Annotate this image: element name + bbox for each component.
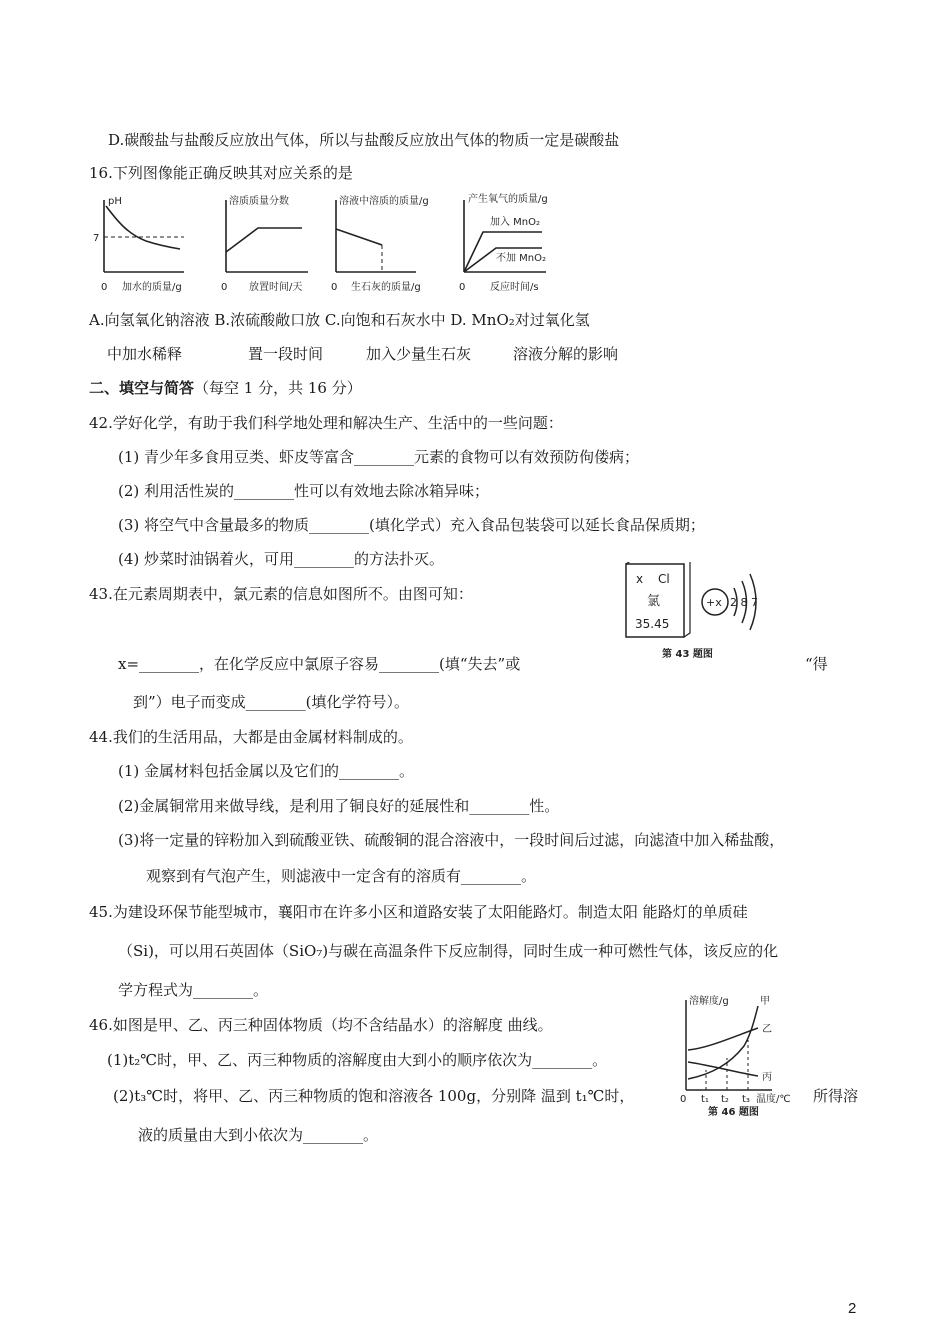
label-yi: 乙 <box>762 1024 772 1035</box>
graph-a-axes <box>104 200 184 272</box>
graph-a-ylabel: pH <box>108 196 122 207</box>
t2-label: t₂ <box>721 1094 729 1105</box>
q43-line3: 到”）电子而变成________(填化学符号）。 <box>133 693 410 711</box>
temperature-xlabel: 温度/℃ <box>756 1094 791 1105</box>
q42-item-1: (1) 青少年多食用豆类、虾皮等富含________元素的食物可以有效预防佝偻病； <box>118 448 640 466</box>
solubility-ylabel: 溶解度/g <box>689 996 729 1007</box>
q44-item-2: (2)金属铜常用来做导线，是利用了铜良好的延展性和________性。 <box>118 797 560 815</box>
graph-b-ylabel: 溶质质量分数 <box>229 196 289 207</box>
graph-a-origin: 0 <box>101 282 108 293</box>
element-name: 氯 <box>647 594 661 609</box>
q43-figure-svg <box>618 562 778 662</box>
q16-stem: 16.下列图像能正确反映其对应关系的是 <box>89 164 353 182</box>
shell-numbers: 2 8 7 <box>730 596 758 609</box>
q16-option-b-cont: 置一段时间 <box>248 345 324 363</box>
section-title: 二、填空与简答 <box>89 379 195 397</box>
q44-stem: 44.我们的生活用品，大都是由金属材料制成的。 <box>89 728 413 746</box>
graph-d-xlabel: 反应时间/s <box>490 282 539 293</box>
q46-figure-svg <box>674 994 804 1116</box>
graph-c-axes <box>336 200 416 272</box>
graph-a-curve <box>106 206 180 249</box>
q46-figure <box>674 994 804 1116</box>
q46-item-1: (1)t₂℃时，甲、乙、丙三种物质的溶解度由大到小的顺序依次为________。 <box>107 1051 608 1069</box>
temp-guides <box>706 1040 748 1090</box>
q16-graphs <box>88 192 558 297</box>
q43-figure <box>618 562 778 662</box>
q44-item-1: (1) 金属材料包括金属以及它们的________。 <box>118 762 415 780</box>
q45-line1: 45.为建设环保节能型城市，襄阳市在许多小区和道路安装了太阳能路灯。制造太阳 能路灯的单质硅 <box>89 903 748 921</box>
q46-item-2: (2)t₃℃时，将甲、乙、丙三种物质的饱和溶液各 100g，分别降 温到 t₁℃时， <box>113 1087 635 1105</box>
q42-stem: 42.学好化学，有助于我们科学地处理和解决生产、生活中的一些问题： <box>89 414 563 432</box>
q43-stem: 43.在元素周期表中，氯元素的信息如图所不。由图可知： <box>89 585 473 603</box>
graph-d-label-bot: 不加 MnO₂ <box>496 253 547 264</box>
element-mass: 35.45 <box>635 617 670 631</box>
q46-caption: 第 46 题图 <box>708 1107 759 1116</box>
q45-line2: （Si)，可以用石英固体（SiO₇)与碳在高温条件下反应制得，同时生成一种可燃性气体，该反应的化 <box>118 942 779 960</box>
q42-item-4: (4) 炒菜时油锅着火，可用________的方法扑灭。 <box>118 550 445 568</box>
q16-option-c-cont: 加入少量生石灰 <box>366 345 472 363</box>
origin-label: 0 <box>680 1094 687 1105</box>
nucleus-label: +x <box>706 596 722 609</box>
curve-jia <box>688 1006 758 1079</box>
page-number: 2 <box>848 1300 857 1317</box>
graph-c-origin: 0 <box>331 282 338 293</box>
q43-line2-right: “得 <box>805 655 828 673</box>
q45-line3: 学方程式为________。 <box>118 981 269 999</box>
q42-item-3: (3) 将空气中含量最多的物质________(填化学式）充入食品包装袋可以延长食品保质期； <box>118 516 705 534</box>
graph-b-origin: 0 <box>221 282 228 293</box>
t3-label: t₃ <box>742 1094 750 1105</box>
q16-options-line1: A.向氢氧化钠溶液 B.浓硫酸敞口放 C.向饱和石灰水中 D. MnO₂对过氧化氢 <box>89 311 590 329</box>
graph-c-xlabel: 生石灰的质量/g <box>351 282 421 293</box>
q16-option-a-cont: 中加水稀释 <box>107 345 183 363</box>
graph-d-origin: 0 <box>459 282 466 293</box>
graph-b-xlabel: 放置时间/天 <box>249 282 303 293</box>
graph-d-label-top: 加入 MnO₂ <box>490 217 541 228</box>
q43-caption: 第 43 题图 <box>662 649 713 660</box>
graph-c-ylabel: 溶液中溶质的质量/g <box>339 196 429 207</box>
section-heading <box>89 378 362 398</box>
label-jia: 甲 <box>760 996 770 1007</box>
section-note: （每空 1 分，共 16 分） <box>194 379 362 397</box>
q43-line2: x=________，在化学反应中氯原子容易________(填“失去”或 <box>118 655 521 673</box>
q46-stem: 46.如图是甲、乙、丙三种固体物质（均不含结晶水）的溶解度 曲线。 <box>89 1016 553 1034</box>
graph-d-with-mno2 <box>464 232 542 272</box>
q16-option-d-cont: 溶液分解的影响 <box>513 345 619 363</box>
q15-option-d: D.碳酸盐与盐酸反应放出气体，所以与盐酸反应放出气体的物质一定是碳酸盐 <box>108 131 620 149</box>
label-bing: 丙 <box>762 1072 772 1083</box>
q16-graphs-svg <box>88 192 558 297</box>
q44-item-3: (3)将一定量的锌粉加入到硫酸亚铁、硫酸铜的混合溶液中，一段时间后过滤，向滤渣中加入稀盐酸， <box>118 831 785 849</box>
graph-a-seven: 7 <box>93 233 100 244</box>
q42-item-2: (2) 利用活性炭的________性可以有效地去除冰箱异味； <box>118 482 490 500</box>
graph-b-line <box>226 228 302 252</box>
q46-item-2-right: 所得溶 <box>813 1087 859 1105</box>
graph-b-axes <box>226 200 308 272</box>
graph-a-xlabel: 加水的质量/g <box>122 282 182 293</box>
q44-item-3-cont: 观察到有气泡产生，则滤液中一定含有的溶质有________。 <box>146 867 537 885</box>
element-symbol: Cl <box>658 572 670 586</box>
q46-item-2-cont: 液的质量由大到小依次为________。 <box>138 1126 379 1144</box>
t1-label: t₁ <box>701 1094 709 1105</box>
graph-c-line <box>336 229 382 245</box>
element-x: x <box>636 572 644 586</box>
graph-d-ylabel: 产生氧气的质量/g <box>468 194 548 205</box>
